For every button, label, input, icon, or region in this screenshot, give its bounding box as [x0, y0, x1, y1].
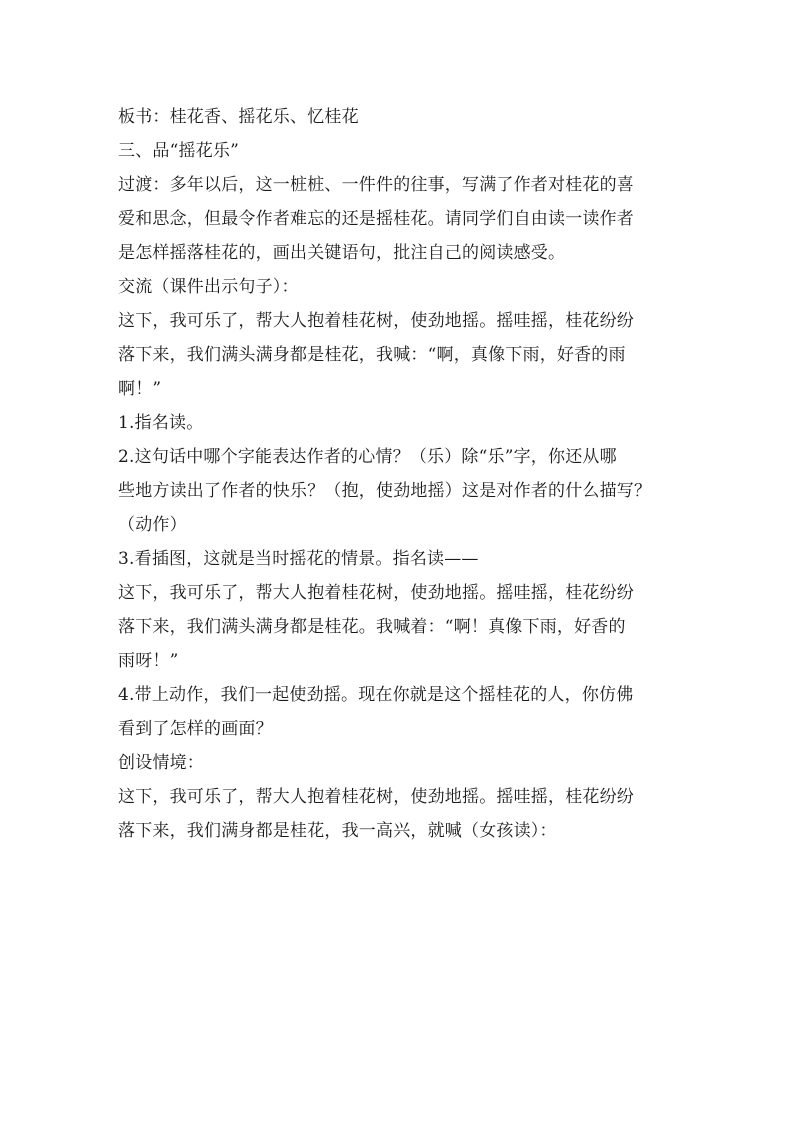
- transition-line-3: 是怎样摇落桂花的，画出关键语句，批注自己的阅读感受。: [118, 243, 566, 263]
- quote-2-line-3: 雨呀！”: [118, 651, 179, 671]
- quote-3-line-2: 落下来，我们满身都是桂花，我一高兴，就喊（女孩读）：: [118, 821, 557, 841]
- quote-1-line-3: 啊！”: [118, 379, 162, 399]
- quote-1-line-2: 落下来，我们满头满身都是桂花，我喊：“啊，真像下雨，好香的雨: [118, 345, 626, 365]
- step-2-line-3: （动作）: [118, 515, 187, 535]
- step-4-line-1: 4.带上动作，我们一起使劲摇。现在你就是这个摇桂花的人，你仿佛: [118, 685, 634, 705]
- step-2-line-1: 2.这句话中哪个字能表达作者的心情？（乐）除“乐”字，你还从哪: [118, 447, 617, 467]
- transition-line-1: 过渡：多年以后，这一桩桩、一件件的往事，写满了作者对桂花的喜: [118, 175, 634, 195]
- document-body: [118, 100, 678, 848]
- exchange-heading: 交流（课件出示句子）：: [118, 277, 299, 297]
- quote-2-line-1: 这下，我可乐了，帮大人抱着桂花树，使劲地摇。摇哇摇，桂花纷纷: [118, 583, 634, 603]
- section-heading: 三、品“摇花乐”: [118, 141, 239, 161]
- quote-1-line-1: 这下，我可乐了，帮大人抱着桂花树，使劲地摇。摇哇摇，桂花纷纷: [118, 311, 634, 331]
- scenario-heading: 创设情境：: [118, 753, 204, 773]
- quote-3-line-1: 这下，我可乐了，帮大人抱着桂花树，使劲地摇。摇哇摇，桂花纷纷: [118, 787, 634, 807]
- blackboard-note: 板书：桂花香、摇花乐、忆桂花: [118, 107, 359, 127]
- quote-2-line-2: 落下来，我们满头满身都是桂花。我喊着：“啊！真像下雨，好香的: [118, 617, 626, 637]
- step-3: 3.看插图，这就是当时摇花的情景。指名读——: [118, 549, 479, 569]
- step-1: 1.指名读。: [118, 413, 204, 433]
- step-4-line-2: 看到了怎样的画面？: [118, 719, 273, 739]
- step-2-line-2: 些地方读出了作者的快乐？（抱，使劲地摇）这是对作者的什么描写？: [118, 481, 652, 501]
- transition-line-2: 爱和思念，但最令作者难忘的还是摇桂花。请同学们自由读一读作者: [118, 209, 634, 229]
